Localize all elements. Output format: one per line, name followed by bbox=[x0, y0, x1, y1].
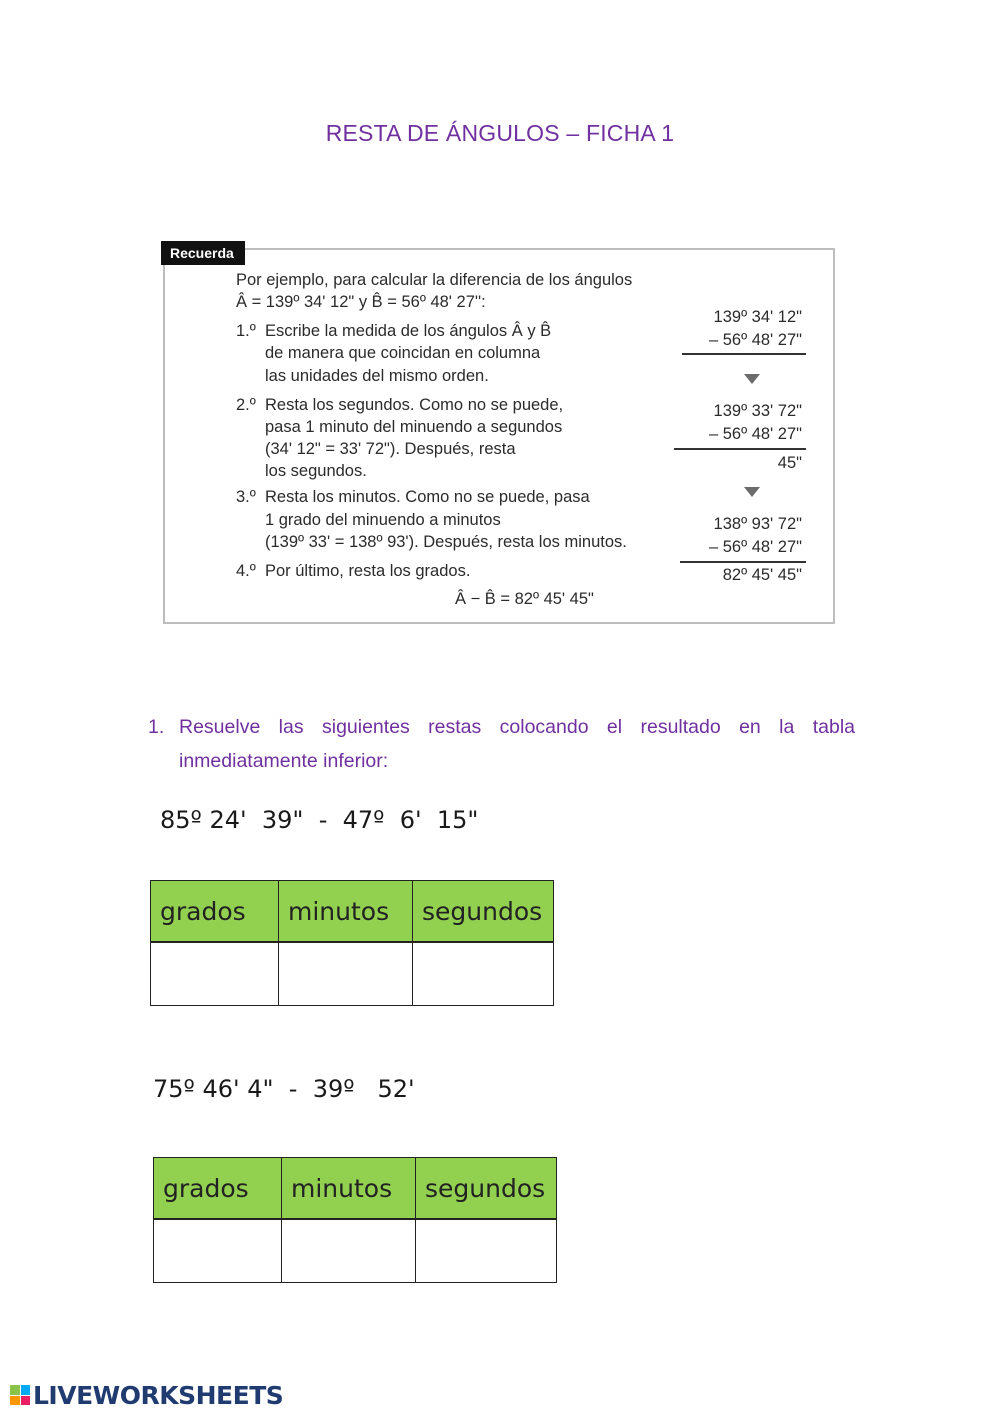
column-header-segundos: segundos bbox=[413, 881, 554, 943]
down-arrow-icon bbox=[744, 487, 760, 497]
answer-table-2 bbox=[153, 1157, 557, 1283]
column-header-grados: grados bbox=[154, 1158, 282, 1220]
step-1-line: las unidades del mismo orden. bbox=[265, 367, 489, 385]
calc-3-subtrahend: – 56º 48' 27" bbox=[708, 538, 802, 556]
calc-1-minuend: 139º 34' 12" bbox=[713, 308, 802, 326]
calc-1-rule bbox=[682, 353, 806, 355]
down-arrow-icon bbox=[744, 374, 760, 384]
step-2-number: 2.º bbox=[236, 396, 256, 414]
step-1-line: Escribe la medida de los ángulos Â y B̂ bbox=[265, 322, 552, 340]
final-result: Â − B̂ = 82º 45' 45" bbox=[455, 590, 594, 608]
step-2-line: los segundos. bbox=[265, 462, 367, 480]
liveworksheets-logo-icon bbox=[10, 1385, 30, 1405]
recuerda-tag: Recuerda bbox=[161, 241, 245, 265]
exercise-number: 1. bbox=[148, 716, 165, 738]
step-3-number: 3.º bbox=[236, 488, 256, 506]
step-2-line: pasa 1 minuto del minuendo a segundos bbox=[265, 418, 563, 436]
answer-grados-input[interactable] bbox=[151, 942, 279, 1006]
problem-2-expression: 75º 46' 4" - 39º 52' bbox=[153, 1075, 415, 1103]
step-2-line: (34' 12" = 33' 72"). Después, resta bbox=[265, 440, 516, 458]
column-header-minutos: minutos bbox=[282, 1158, 416, 1220]
recuerda-intro-line1: Por ejemplo, para calcular la diferencia de los ángulos bbox=[236, 271, 633, 289]
step-3-line: Resta los minutos. Como no se puede, pasa bbox=[265, 488, 590, 506]
page-title: RESTA DE ÁNGULOS – FICHA 1 bbox=[325, 120, 675, 146]
calc-2-minuend: 139º 33' 72" bbox=[713, 402, 802, 420]
column-header-segundos: segundos bbox=[416, 1158, 557, 1220]
step-4-line: Por último, resta los grados. bbox=[265, 562, 471, 580]
answer-minutos-input[interactable] bbox=[282, 1219, 416, 1283]
column-header-minutos: minutos bbox=[279, 881, 413, 943]
calc-2-subtrahend: – 56º 48' 27" bbox=[708, 425, 802, 443]
answer-segundos-input[interactable] bbox=[416, 1219, 557, 1283]
calc-3-result: 82º 45' 45" bbox=[722, 566, 802, 584]
calc-3-rule bbox=[680, 561, 806, 563]
calc-1-subtrahend: – 56º 48' 27" bbox=[708, 331, 802, 349]
recuerda-intro-line2: Â = 139º 34' 12" y B̂ = 56º 48' 27'': bbox=[236, 293, 486, 311]
exercise-instruction: Resuelve las siguientes restas colocando el resultado en la tabla inmediatamente inferior: bbox=[179, 716, 855, 772]
step-3-line: (139º 33' = 138º 93'). Después, resta los minutos. bbox=[265, 533, 627, 551]
step-3-line: 1 grado del minuendo a minutos bbox=[265, 511, 501, 529]
calc-3-minuend: 138º 93' 72" bbox=[713, 515, 802, 533]
answer-table-1 bbox=[150, 880, 554, 1006]
column-header-grados: grados bbox=[151, 881, 279, 943]
answer-segundos-input[interactable] bbox=[413, 942, 554, 1006]
calc-2-rule bbox=[674, 448, 806, 450]
answer-minutos-input[interactable] bbox=[279, 942, 413, 1006]
step-1-number: 1.º bbox=[236, 322, 256, 340]
problem-1-expression: 85º 24' 39" - 47º 6' 15" bbox=[160, 806, 479, 834]
step-4-number: 4.º bbox=[236, 562, 256, 580]
step-2-line: Resta los segundos. Como no se puede, bbox=[265, 396, 564, 414]
calc-2-result: 45" bbox=[777, 454, 802, 472]
step-1-line: de manera que coincidan en columna bbox=[265, 344, 541, 362]
brand-name: LIVEWORKSHEETS bbox=[33, 1381, 284, 1410]
answer-grados-input[interactable] bbox=[154, 1219, 282, 1283]
